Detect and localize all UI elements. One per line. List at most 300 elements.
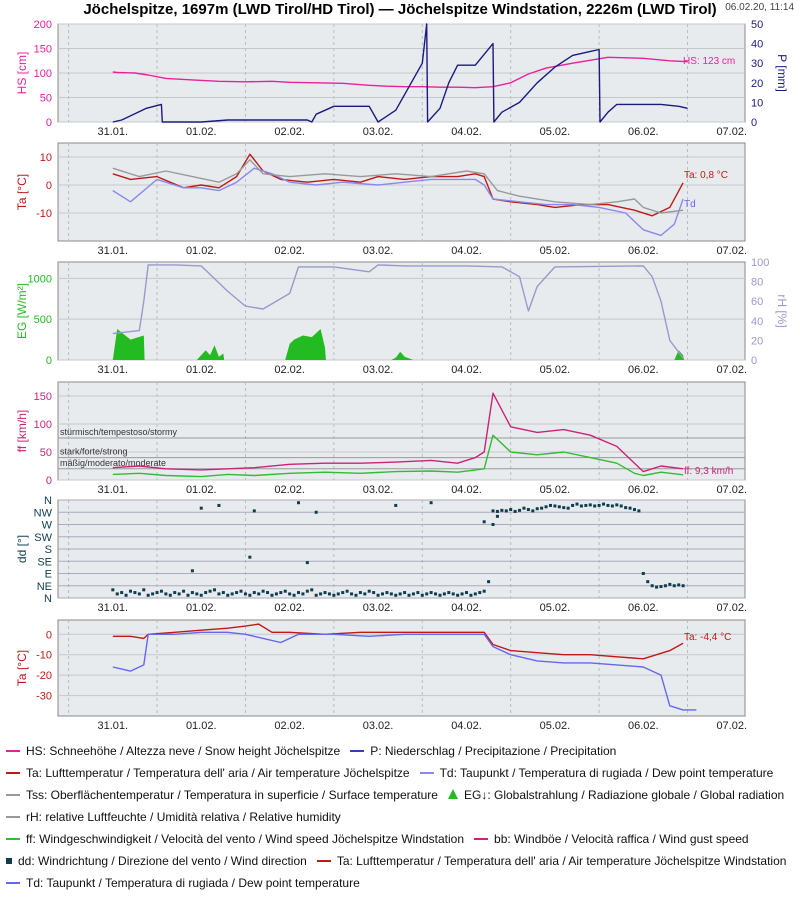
data-point xyxy=(465,591,468,594)
x-tick-label: 05.02. xyxy=(539,602,571,614)
data-point xyxy=(514,510,517,513)
x-tick-label: 04.02. xyxy=(451,364,482,376)
x-tick-label: 31.01. xyxy=(97,602,129,614)
data-point xyxy=(390,592,393,595)
data-point xyxy=(142,588,145,591)
x-tick-label: 01.02. xyxy=(185,602,217,614)
data-point xyxy=(664,584,667,587)
legend-item xyxy=(6,872,360,894)
x-tick-label: 05.02. xyxy=(539,484,571,496)
data-point xyxy=(257,592,260,595)
legend-label: rH: relative Luftfeuchte / Umidità relativa / Relative humidity xyxy=(26,810,341,824)
data-point xyxy=(558,505,561,508)
legend-swatch xyxy=(6,794,20,796)
legend-label: P: Niederschlag / Precipitazione / Precipitation xyxy=(370,744,617,758)
data-point xyxy=(248,594,251,597)
data-point xyxy=(138,592,141,595)
data-point xyxy=(341,591,344,594)
x-tick-label: 06.02. xyxy=(628,364,659,376)
legend-item xyxy=(6,762,410,784)
data-point xyxy=(301,592,304,595)
data-point xyxy=(412,592,415,595)
y-tick-label: 10 xyxy=(39,152,52,164)
legend-row xyxy=(6,872,798,894)
x-tick-label: 03.02. xyxy=(362,126,394,138)
data-point xyxy=(416,591,419,594)
legend-item xyxy=(6,850,307,872)
x-tick-label: 07.02. xyxy=(716,126,748,138)
y-axis-label: Ta [°C] xyxy=(15,173,29,211)
annotation: HS: 123 cm xyxy=(683,56,736,67)
y2-tick-label: 100 xyxy=(751,257,770,269)
panel-wind-speed xyxy=(15,382,747,496)
data-point xyxy=(324,591,327,594)
panel-radiation-humidity xyxy=(15,257,789,376)
data-point xyxy=(487,580,490,583)
chart-title: Jöchelspitze, 1697m (LWD Tirol/HD Tirol) — Jöchelspitze Windstation, 2226m (LWD Tirol) xyxy=(83,1,717,18)
data-point xyxy=(284,590,287,593)
y2-axis-label: P [mm] xyxy=(775,54,789,92)
x-tick-label: 04.02. xyxy=(451,720,482,732)
y-tick-label: NE xyxy=(36,580,52,593)
data-point xyxy=(173,591,176,594)
legend-swatch xyxy=(350,750,364,752)
data-point xyxy=(253,591,256,594)
x-tick-label: 06.02. xyxy=(628,720,659,732)
legend-label: EG↓: Globalstrahlung / Radiazione globale / Global radiation xyxy=(463,788,785,802)
data-point xyxy=(598,504,601,507)
data-point xyxy=(222,591,225,594)
data-point xyxy=(209,590,212,593)
legend-label: HS: Schneehöhe / Altezza neve / Snow height Jöchelspitze xyxy=(26,744,341,758)
data-point xyxy=(438,594,441,597)
data-point xyxy=(425,592,428,595)
data-point xyxy=(461,592,464,595)
legend-row xyxy=(6,784,798,806)
data-point xyxy=(399,592,402,595)
data-point xyxy=(620,504,623,507)
timestamp: 06.02.20, 11:14 xyxy=(725,2,794,13)
legend-item xyxy=(420,762,774,784)
x-tick-label: 31.01. xyxy=(97,364,129,376)
data-point xyxy=(235,591,238,594)
data-point xyxy=(500,509,503,512)
y-tick-label: E xyxy=(44,568,52,581)
y2-tick-label: 40 xyxy=(751,315,764,328)
legend-item xyxy=(6,806,341,828)
data-point xyxy=(660,585,663,588)
data-point xyxy=(496,515,499,518)
x-tick-label: 03.02. xyxy=(362,484,394,496)
data-point xyxy=(478,591,481,594)
y-tick-label: SW xyxy=(34,531,52,544)
legend-label: Td: Taupunkt / Temperatura di rugiada / Dew point temperature xyxy=(26,876,360,890)
x-tick-label: 02.02. xyxy=(274,484,305,496)
legend-swatch xyxy=(474,838,488,840)
x-tick-label: 31.01. xyxy=(97,720,129,732)
data-point xyxy=(169,594,172,597)
data-point xyxy=(602,503,605,506)
y-tick-label: 50 xyxy=(39,92,52,105)
data-point xyxy=(505,509,508,512)
y-tick-label: 0 xyxy=(45,180,52,192)
data-point xyxy=(642,572,645,575)
y2-tick-label: 40 xyxy=(751,38,764,51)
data-point xyxy=(240,590,243,593)
data-point xyxy=(315,511,318,514)
x-tick-label: 04.02. xyxy=(451,126,482,138)
data-point xyxy=(310,588,313,591)
data-point xyxy=(668,583,671,586)
legend-label: ff: Windgeschwindigkeit / Velocità del vento / Wind speed Jöchelspitze Windstation xyxy=(26,832,465,846)
data-point xyxy=(562,506,565,509)
data-point xyxy=(262,590,265,593)
x-tick-label: 03.02. xyxy=(362,245,394,257)
x-tick-label: 07.02. xyxy=(716,364,748,376)
data-point xyxy=(580,504,583,507)
y-axis-label: Ta [°C] xyxy=(15,649,29,687)
data-point xyxy=(217,504,220,507)
legend-swatch xyxy=(6,838,20,840)
x-tick-label: 02.02. xyxy=(274,602,305,614)
data-point xyxy=(655,586,658,589)
data-point xyxy=(545,505,548,508)
y-tick-label: 200 xyxy=(33,19,52,31)
y-axis-label: HS [cm] xyxy=(15,51,29,95)
data-point xyxy=(125,594,128,597)
x-tick-label: 03.02. xyxy=(362,364,394,376)
x-tick-label: 05.02. xyxy=(539,720,571,732)
data-point xyxy=(244,592,247,595)
data-point xyxy=(492,523,495,526)
data-point xyxy=(195,592,198,595)
y2-tick-label: 0 xyxy=(751,117,758,129)
legend-label: Ta: Lufttemperatur / Temperatura dell' aria / Air temperature Jöchelspitze xyxy=(26,766,410,780)
y-tick-label: 150 xyxy=(33,391,52,403)
data-point xyxy=(403,591,406,594)
data-point xyxy=(576,503,579,506)
data-point xyxy=(518,509,521,512)
legend-swatch xyxy=(6,882,20,884)
data-point xyxy=(297,591,300,594)
data-point xyxy=(266,591,269,594)
x-tick-label: 06.02. xyxy=(628,245,659,257)
reference-line-label: mäßig/moderato/moderate xyxy=(60,457,167,468)
legend xyxy=(6,740,798,894)
x-tick-label: 04.02. xyxy=(451,602,482,614)
legend-label: Ta: Lufttemperatur / Temperatura dell' aria / Air temperature Jöchelspitze Windstation xyxy=(336,854,787,868)
panel-wind-direction xyxy=(15,495,747,614)
data-point xyxy=(354,594,357,597)
data-point xyxy=(288,592,291,595)
annotation: Td xyxy=(684,199,696,210)
legend-row xyxy=(6,806,798,828)
data-point xyxy=(151,592,154,595)
y-tick-label: N xyxy=(44,495,52,507)
x-tick-label: 06.02. xyxy=(628,602,659,614)
y-tick-label: 0 xyxy=(45,629,52,642)
data-point xyxy=(346,590,349,593)
y-axis-label: EG [W/m²] xyxy=(15,283,29,339)
data-point xyxy=(452,592,455,595)
y-tick-label: S xyxy=(44,544,52,556)
data-point xyxy=(116,592,119,595)
x-tick-label: 02.02. xyxy=(274,126,305,138)
legend-item xyxy=(317,850,787,872)
legend-swatch xyxy=(6,772,20,774)
data-point xyxy=(637,509,640,512)
y2-tick-label: 10 xyxy=(751,97,764,110)
legend-swatch xyxy=(6,750,20,752)
data-point xyxy=(456,594,459,597)
y2-tick-label: 30 xyxy=(751,58,764,71)
y2-tick-label: 50 xyxy=(751,19,764,31)
data-point xyxy=(186,594,189,597)
y-tick-label: -10 xyxy=(36,208,52,220)
data-point xyxy=(443,592,446,595)
data-point xyxy=(363,592,366,595)
data-point xyxy=(527,508,530,511)
annotation: ff: 9,3 km/h xyxy=(684,466,734,477)
x-tick-label: 07.02. xyxy=(716,245,748,257)
legend-item xyxy=(6,784,438,806)
data-point xyxy=(549,504,552,507)
y2-tick-label: 60 xyxy=(751,296,764,309)
data-point xyxy=(164,592,167,595)
data-point xyxy=(606,504,609,507)
y-tick-label: 50 xyxy=(39,447,52,459)
legend-item xyxy=(474,828,749,850)
data-point xyxy=(160,590,163,593)
legend-label: Td: Taupunkt / Temperatura di rugiada / Dew point temperature xyxy=(439,766,774,780)
data-point xyxy=(350,592,353,595)
data-point xyxy=(629,507,632,510)
legend-row xyxy=(6,828,798,850)
y-tick-label: W xyxy=(41,519,52,532)
plot-area xyxy=(58,143,745,241)
y-tick-label: N xyxy=(44,593,52,605)
data-point xyxy=(377,594,380,597)
data-point xyxy=(204,591,207,594)
y-tick-label: -20 xyxy=(36,670,52,683)
data-point xyxy=(633,508,636,511)
reference-line-label: stürmisch/tempestoso/stormy xyxy=(60,427,178,437)
data-point xyxy=(509,508,512,511)
legend-label: dd: Windrichtung / Direzione del vento / Wind direction xyxy=(18,854,307,868)
data-point xyxy=(615,503,618,506)
data-point xyxy=(315,594,318,597)
y2-tick-label: 0 xyxy=(751,355,758,367)
x-tick-label: 04.02. xyxy=(451,245,482,257)
x-tick-label: 01.02. xyxy=(185,245,217,257)
data-point xyxy=(483,520,486,523)
x-tick-label: 07.02. xyxy=(716,484,748,496)
data-point xyxy=(408,594,411,597)
data-point xyxy=(394,504,397,507)
x-tick-label: 01.02. xyxy=(185,484,217,496)
data-point xyxy=(368,590,371,593)
data-point xyxy=(111,588,114,591)
y-axis-label: ff [km/h] xyxy=(15,409,29,453)
y2-tick-label: 20 xyxy=(751,335,764,348)
data-point xyxy=(328,592,331,595)
reference-line-label: stark/forte/strong xyxy=(60,446,128,457)
legend-swatch xyxy=(6,816,20,818)
data-point xyxy=(191,569,194,572)
y-tick-label: 0 xyxy=(45,475,52,487)
x-tick-label: 07.02. xyxy=(716,602,748,614)
data-point xyxy=(359,591,362,594)
data-point xyxy=(492,509,495,512)
y-tick-label: 500 xyxy=(33,314,52,327)
legend-row xyxy=(6,850,798,872)
data-point xyxy=(682,584,685,587)
data-point xyxy=(133,591,136,594)
data-point xyxy=(611,504,614,507)
data-point xyxy=(540,507,543,510)
y2-tick-label: 20 xyxy=(751,77,764,90)
data-point xyxy=(589,503,592,506)
data-point xyxy=(474,592,477,595)
x-tick-label: 06.02. xyxy=(628,126,659,138)
data-point xyxy=(297,501,300,504)
data-point xyxy=(593,504,596,507)
x-tick-label: 05.02. xyxy=(539,245,571,257)
data-point xyxy=(253,509,256,512)
annotation: Ta: 0,8 °C xyxy=(684,170,729,181)
data-point xyxy=(434,592,437,595)
data-point xyxy=(430,501,433,504)
y2-axis-label: rH [%] xyxy=(775,294,789,328)
y-tick-label: 100 xyxy=(33,419,52,431)
plot-area xyxy=(58,262,745,360)
data-point xyxy=(646,580,649,583)
data-point xyxy=(651,584,654,587)
x-tick-label: 01.02. xyxy=(185,126,217,138)
data-point xyxy=(381,592,384,595)
legend-swatch xyxy=(448,789,458,799)
x-tick-label: 31.01. xyxy=(97,484,129,496)
data-point xyxy=(156,591,159,594)
x-tick-label: 07.02. xyxy=(716,720,748,732)
data-point xyxy=(332,594,335,597)
x-tick-label: 31.01. xyxy=(97,245,129,257)
y-tick-label: -10 xyxy=(36,649,52,662)
data-point xyxy=(673,584,676,587)
legend-item xyxy=(6,828,464,850)
data-point xyxy=(231,592,234,595)
data-point xyxy=(200,594,203,597)
y-tick-label: 150 xyxy=(33,43,52,56)
data-point xyxy=(522,507,525,510)
y-axis-label: dd [°] xyxy=(15,534,29,564)
data-point xyxy=(385,591,388,594)
y-tick-label: 0 xyxy=(45,117,52,129)
data-point xyxy=(270,594,273,597)
y-tick-label: 0 xyxy=(45,355,52,367)
data-point xyxy=(200,507,203,510)
data-point xyxy=(372,591,375,594)
y-tick-label: 1000 xyxy=(27,273,52,286)
x-tick-label: 02.02. xyxy=(274,720,305,732)
x-tick-label: 06.02. xyxy=(628,484,659,496)
x-tick-label: 31.01. xyxy=(97,126,129,138)
data-point xyxy=(567,507,570,510)
legend-swatch xyxy=(420,772,434,774)
data-point xyxy=(553,504,556,507)
data-point xyxy=(120,591,123,594)
x-tick-label: 03.02. xyxy=(362,720,394,732)
data-point xyxy=(394,594,397,597)
data-point xyxy=(319,592,322,595)
data-point xyxy=(275,592,278,595)
data-point xyxy=(178,592,181,595)
data-point xyxy=(496,510,499,513)
legend-swatch xyxy=(6,858,12,864)
legend-item xyxy=(6,740,340,762)
data-point xyxy=(147,594,150,597)
data-point xyxy=(306,561,309,564)
data-point xyxy=(129,590,132,593)
x-tick-label: 05.02. xyxy=(539,126,571,138)
panel-snow-precip xyxy=(15,19,789,138)
y-tick-label: NW xyxy=(33,507,52,520)
data-point xyxy=(483,590,486,593)
data-point xyxy=(531,509,534,512)
panel-temperature-windstation xyxy=(15,620,747,732)
data-point xyxy=(430,591,433,594)
y-tick-label: 100 xyxy=(33,68,52,80)
legend-row xyxy=(6,762,798,784)
data-point xyxy=(279,591,282,594)
x-tick-label: 01.02. xyxy=(185,720,217,732)
legend-label: bb: Windböe / Velocità raffica / Wind gust speed xyxy=(494,832,749,846)
data-point xyxy=(306,590,309,593)
y-tick-label: -30 xyxy=(36,690,52,703)
data-point xyxy=(677,583,680,586)
panel-temperature-jochelspitze xyxy=(15,143,747,257)
data-point xyxy=(213,588,216,591)
data-point xyxy=(217,592,220,595)
annotation: Ta: -4,4 °C xyxy=(684,632,732,643)
legend-label: Tss: Oberflächentemperatur / Temperatura in superficie / Surface temperature xyxy=(26,788,438,802)
data-point xyxy=(248,556,251,559)
legend-item xyxy=(448,784,784,806)
x-tick-label: 02.02. xyxy=(274,245,305,257)
x-tick-label: 04.02. xyxy=(451,484,482,496)
data-point xyxy=(469,594,472,597)
legend-swatch xyxy=(317,860,331,862)
data-point xyxy=(293,594,296,597)
data-point xyxy=(624,506,627,509)
x-tick-label: 03.02. xyxy=(362,602,394,614)
data-point xyxy=(447,591,450,594)
data-point xyxy=(182,590,185,593)
data-point xyxy=(191,591,194,594)
data-point xyxy=(421,594,424,597)
y2-tick-label: 80 xyxy=(751,276,764,289)
x-tick-label: 05.02. xyxy=(539,364,571,376)
legend-row xyxy=(6,740,798,762)
data-point xyxy=(584,504,587,507)
data-point xyxy=(226,594,229,597)
data-point xyxy=(536,507,539,510)
y-tick-label: SE xyxy=(37,556,52,569)
x-tick-label: 01.02. xyxy=(185,364,217,376)
legend-item xyxy=(350,740,616,762)
data-point xyxy=(337,592,340,595)
data-point xyxy=(571,504,574,507)
